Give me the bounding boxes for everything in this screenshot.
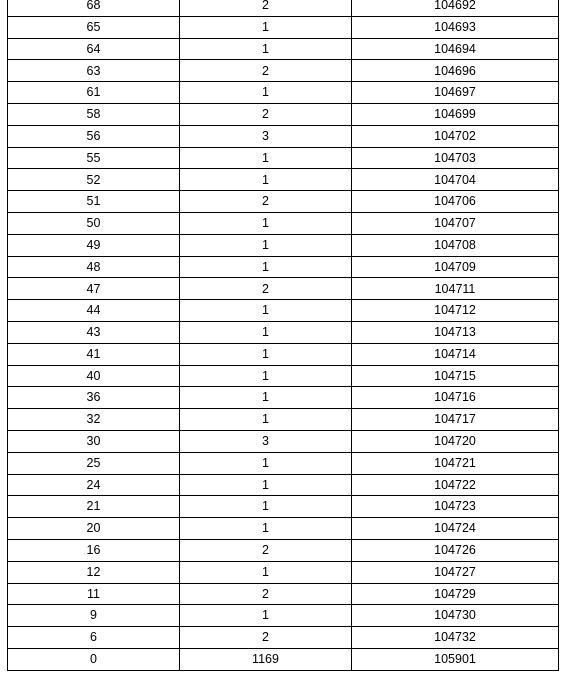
value-cell: 43 (8, 321, 180, 343)
value-cell: 64 (8, 38, 180, 60)
table-row (8, 539, 559, 561)
table-row (8, 300, 559, 322)
value-cell: 16 (8, 539, 180, 561)
count-cell: 2 (180, 539, 352, 561)
count-cell: 1 (180, 16, 352, 38)
table-row (8, 430, 559, 452)
value-cell: 21 (8, 496, 180, 518)
table-row (8, 125, 559, 147)
count-cell: 1 (180, 147, 352, 169)
cumulative-cell: 104727 (352, 561, 559, 583)
cumulative-cell: 104703 (352, 147, 559, 169)
count-cell: 1 (180, 496, 352, 518)
table-row (8, 343, 559, 365)
count-cell: 1 (180, 474, 352, 496)
table-row (8, 583, 559, 605)
table-row (8, 0, 559, 16)
count-cell: 3 (180, 125, 352, 147)
table-row (8, 147, 559, 169)
data-table (7, 0, 559, 671)
value-cell: 68 (8, 0, 180, 16)
table-row (8, 409, 559, 431)
table-row (8, 321, 559, 343)
value-cell: 25 (8, 452, 180, 474)
value-cell: 51 (8, 191, 180, 213)
cumulative-cell: 104708 (352, 234, 559, 256)
count-cell: 1 (180, 409, 352, 431)
cumulative-cell: 104721 (352, 452, 559, 474)
cumulative-cell: 104713 (352, 321, 559, 343)
value-cell: 24 (8, 474, 180, 496)
value-cell: 63 (8, 60, 180, 82)
table-row (8, 38, 559, 60)
count-cell: 1 (180, 561, 352, 583)
cumulative-cell: 104697 (352, 82, 559, 104)
table-row (8, 60, 559, 82)
cumulative-cell: 104709 (352, 256, 559, 278)
count-cell: 1 (180, 256, 352, 278)
count-cell: 1 (180, 82, 352, 104)
table-row (8, 16, 559, 38)
count-cell: 1169 (180, 648, 352, 670)
count-cell: 1 (180, 518, 352, 540)
value-cell: 20 (8, 518, 180, 540)
value-cell: 55 (8, 147, 180, 169)
value-cell: 44 (8, 300, 180, 322)
count-cell: 1 (180, 605, 352, 627)
cumulative-cell: 104732 (352, 627, 559, 649)
cumulative-cell: 104693 (352, 16, 559, 38)
table-row (8, 605, 559, 627)
table-row (8, 474, 559, 496)
value-cell: 50 (8, 212, 180, 234)
table-row (8, 234, 559, 256)
table-row (8, 278, 559, 300)
cumulative-cell: 104704 (352, 169, 559, 191)
table-row (8, 452, 559, 474)
table-row (8, 518, 559, 540)
count-cell: 2 (180, 0, 352, 16)
cumulative-cell: 104714 (352, 343, 559, 365)
table-row (8, 103, 559, 125)
count-cell: 1 (180, 169, 352, 191)
value-cell: 65 (8, 16, 180, 38)
value-cell: 36 (8, 387, 180, 409)
count-cell: 1 (180, 38, 352, 60)
cumulative-cell: 104706 (352, 191, 559, 213)
table-row (8, 627, 559, 649)
count-cell: 2 (180, 191, 352, 213)
value-cell: 32 (8, 409, 180, 431)
count-cell: 1 (180, 452, 352, 474)
count-cell: 1 (180, 343, 352, 365)
cumulative-cell: 104722 (352, 474, 559, 496)
table-row (8, 256, 559, 278)
table-row (8, 212, 559, 234)
count-cell: 1 (180, 387, 352, 409)
value-cell: 48 (8, 256, 180, 278)
value-cell: 58 (8, 103, 180, 125)
count-cell: 1 (180, 234, 352, 256)
table-row (8, 387, 559, 409)
count-cell: 2 (180, 60, 352, 82)
value-cell: 49 (8, 234, 180, 256)
cumulative-cell: 104707 (352, 212, 559, 234)
cumulative-cell: 104724 (352, 518, 559, 540)
count-cell: 2 (180, 103, 352, 125)
table-row (8, 365, 559, 387)
table-row (8, 561, 559, 583)
cumulative-cell: 104696 (352, 60, 559, 82)
value-cell: 9 (8, 605, 180, 627)
value-cell: 61 (8, 82, 180, 104)
cumulative-cell: 104692 (352, 0, 559, 16)
cumulative-cell: 104712 (352, 300, 559, 322)
cumulative-cell: 104717 (352, 409, 559, 431)
value-cell: 52 (8, 169, 180, 191)
cumulative-cell: 104726 (352, 539, 559, 561)
value-cell: 11 (8, 583, 180, 605)
count-cell: 2 (180, 278, 352, 300)
cumulative-cell: 104694 (352, 38, 559, 60)
count-cell: 3 (180, 430, 352, 452)
cumulative-cell: 104716 (352, 387, 559, 409)
table-row (8, 191, 559, 213)
cumulative-cell: 104711 (352, 278, 559, 300)
value-cell: 30 (8, 430, 180, 452)
cumulative-cell: 104729 (352, 583, 559, 605)
value-cell: 0 (8, 648, 180, 670)
count-cell: 2 (180, 583, 352, 605)
value-cell: 47 (8, 278, 180, 300)
cumulative-cell: 104699 (352, 103, 559, 125)
table-row (8, 82, 559, 104)
cumulative-cell: 104702 (352, 125, 559, 147)
cumulative-cell: 104720 (352, 430, 559, 452)
table-row (8, 169, 559, 191)
data-table-container (7, 0, 558, 671)
table-row (8, 496, 559, 518)
table-row (8, 648, 559, 670)
value-cell: 40 (8, 365, 180, 387)
cumulative-cell: 104730 (352, 605, 559, 627)
count-cell: 2 (180, 627, 352, 649)
cumulative-cell: 105901 (352, 648, 559, 670)
count-cell: 1 (180, 212, 352, 234)
count-cell: 1 (180, 300, 352, 322)
count-cell: 1 (180, 321, 352, 343)
value-cell: 12 (8, 561, 180, 583)
value-cell: 6 (8, 627, 180, 649)
value-cell: 56 (8, 125, 180, 147)
value-cell: 41 (8, 343, 180, 365)
cumulative-cell: 104723 (352, 496, 559, 518)
count-cell: 1 (180, 365, 352, 387)
cumulative-cell: 104715 (352, 365, 559, 387)
table-body (8, 0, 559, 670)
